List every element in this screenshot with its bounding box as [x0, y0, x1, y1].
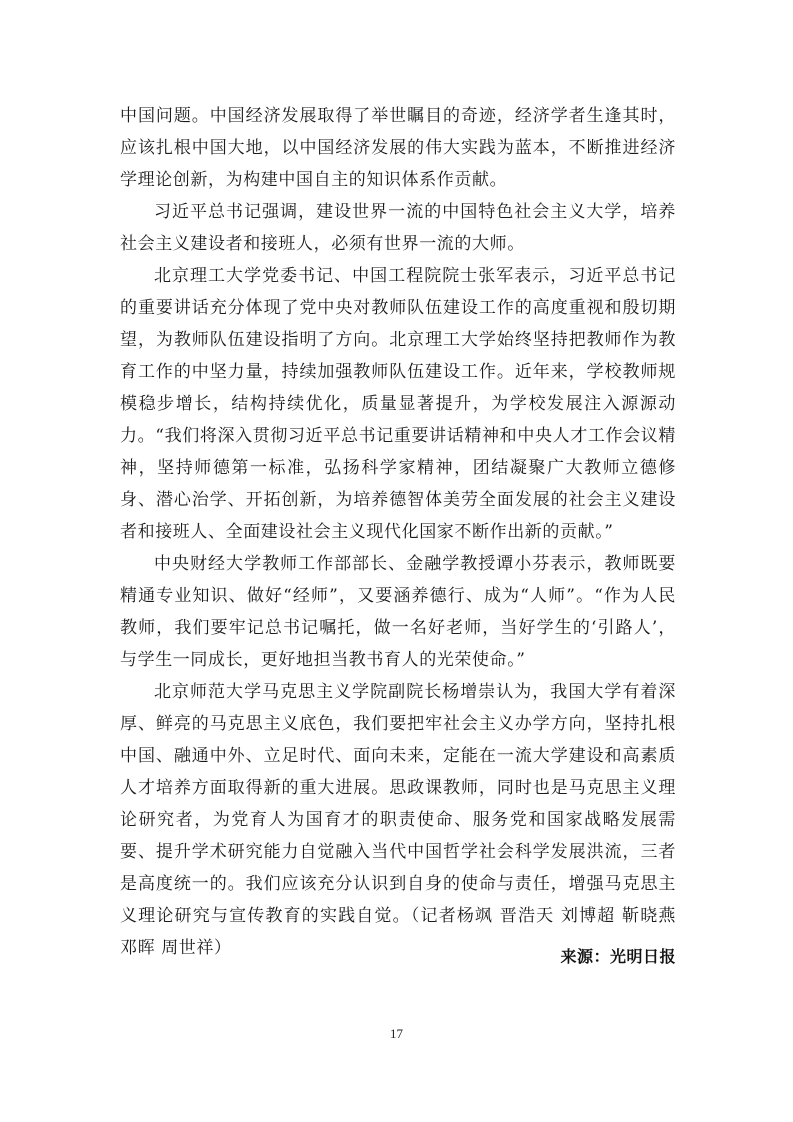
article-paragraph: 中央财经大学教师工作部部长、金融学教授谭小芬表示，教师既要精通专业知识、做好“经师”，又要涵养德行、成为“人师”。“作为人民教师，我们要牢记总书记嘱托，做一名好老师，当好学生的‘引路人’，与学生一同成长，更好地担当教书育人的光荣使命。”	[120, 554, 676, 670]
article-paragraph: 北京师范大学马克思主义学院副院长杨增崇认为，我国大学有着深厚、鲜亮的马克思主义底色，我们要把牢社会主义办学方向，坚持扎根中国、融通中外、立足时代、面向未来，定能在一流大学建设和高素质人才培养方面取得新的重大进展。思政课教师，同时也是马克思主义理论研究者，为党育人为国育才的职责使命、服务党和国家战略发展需要、提升学术研究能力自觉融入当代中国哲学社会科学发展洪流，三者是高度统一的。我们应该充分认识到自身的使命与责任，增强马克思主义理论研究与宣传教育的实践自觉。（记者杨飒 晋浩天 刘博超 靳晓燕 邓晖 周世祥）	[120, 682, 676, 958]
source-attribution: 来源：光明日报	[560, 947, 676, 966]
article-paragraph: 中国问题。中国经济发展取得了举世瞩目的奇迹，经济学者生逢其时，应该扎根中国大地，以中国经济发展的伟大实践为蓝本，不断推进经济学理论创新，为构建中国自主的知识体系作贡献。	[120, 106, 676, 190]
page-number: 17	[390, 1026, 403, 1041]
article-body	[120, 100, 676, 964]
article-paragraph: 习近平总书记强调，建设世界一流的中国特色社会主义大学，培养社会主义建设者和接班人，必须有世界一流的大师。	[120, 202, 676, 254]
article-paragraph: 北京理工大学党委书记、中国工程院院士张军表示，习近平总书记的重要讲话充分体现了党中央对教师队伍建设工作的高度重视和殷切期望，为教师队伍建设指明了方向。北京理工大学始终坚持把教师作为教育工作的中坚力量，持续加强教师队伍建设工作。近年来，学校教师规模稳步增长，结构持续优化，质量显著提升，为学校发展注入源源动力。“我们将深入贯彻习近平总书记重要讲话精神和中央人才工作会议精神，坚持师德第一标准，弘扬科学家精神，团结凝聚广大教师立德修身、潜心治学、开拓创新，为培养德智体美劳全面发展的社会主义建设者和接班人、全面建设社会主义现代化国家不断作出新的贡献。”	[120, 266, 676, 542]
